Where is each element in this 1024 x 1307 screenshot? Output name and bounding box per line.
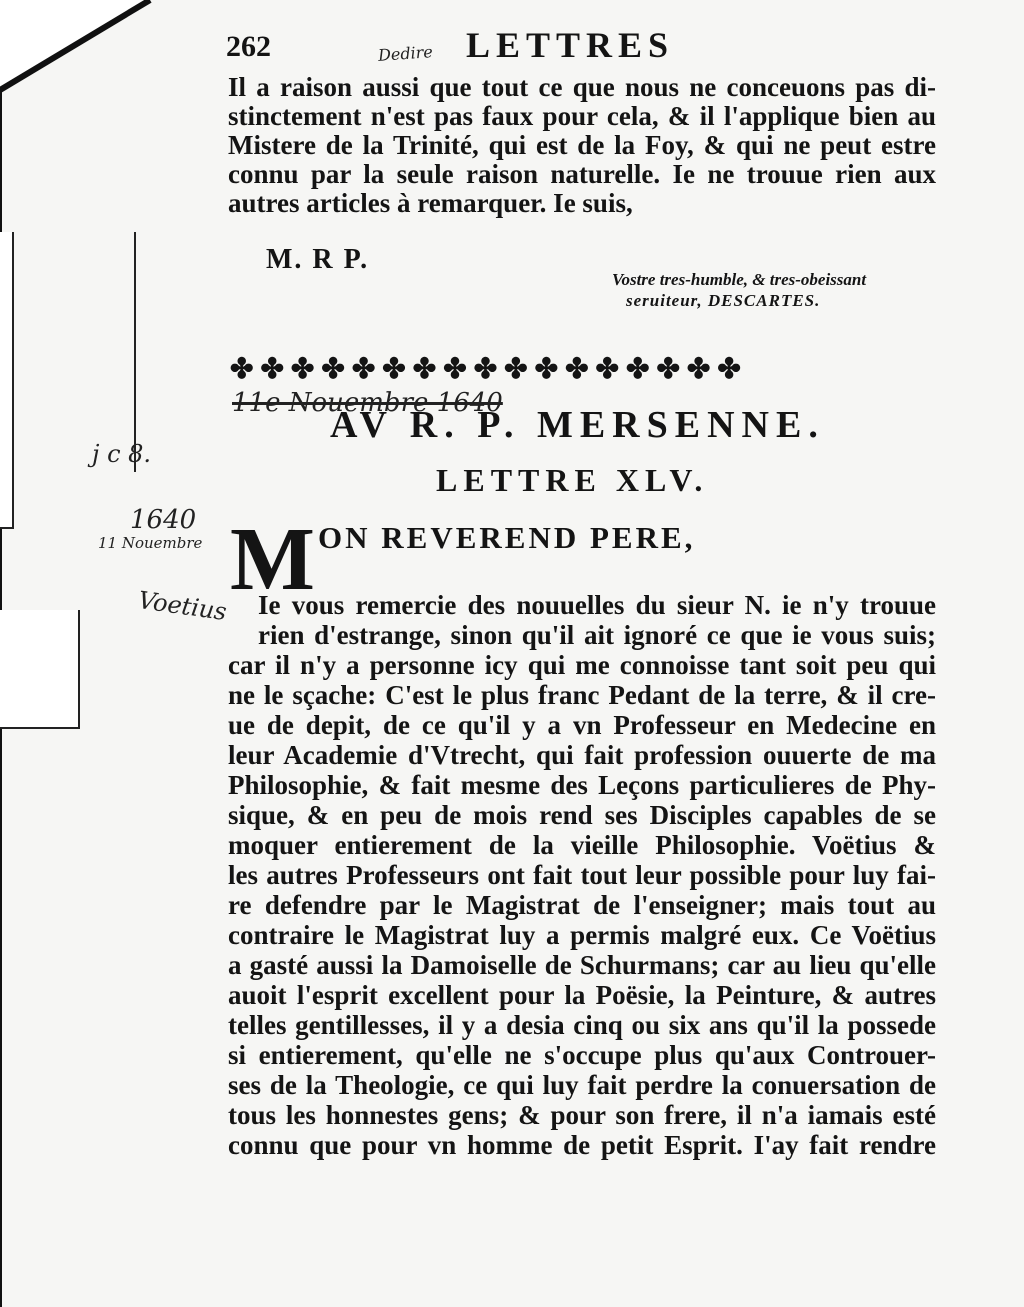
- running-title: LETTRES: [466, 25, 675, 65]
- header-handwritten-note: Dedire: [377, 42, 434, 65]
- text-line: ue de depit, de ce qu'il y a vn Professeur en Medecine en: [228, 710, 936, 740]
- text-line: sique, & en peu de mois rend ses Disciples capables de se: [228, 800, 936, 830]
- text-line: Il a raison aussi que tout ce que nous ne conceuons pas di-: [228, 72, 936, 102]
- text-line: Philosophie, & fait mesme des Leçons particulieres de Phy-: [228, 770, 936, 800]
- text-line: moquer entierement de la vieille Philosophie. Voëtius &: [228, 830, 936, 860]
- text-line: si entierement, qu'elle ne s'occupe plus qu'aux Controuer-: [228, 1040, 936, 1070]
- text-line: auoit l'esprit excellent pour la Poësie, la Peinture, & autres: [228, 980, 936, 1010]
- text-line: connu que pour vn homme de petit Esprit. I'ay fait rendre: [228, 1130, 936, 1160]
- text-line: stinctement n'est pas faux pour cela, & il l'applique bien au: [228, 101, 936, 131]
- letter-addressee: AV R. P. MERSENNE.: [330, 404, 825, 446]
- margin-note-year: 1640: [130, 505, 197, 535]
- margin-vertical-rule: [134, 232, 136, 472]
- closing-address: M. R P.: [266, 244, 370, 275]
- text-line: autres articles à remarquer. Ie suis,: [228, 188, 633, 218]
- text-line: tous les honnestes gens; & pour son frere, il n'a iamais esté: [228, 1100, 936, 1130]
- signature-line: Vostre tres-humble, & tres-obeissant: [612, 270, 867, 289]
- text-line: ses de la Theologie, ce qui luy fait perdre la conuersation de: [228, 1070, 936, 1100]
- text-line: connu par la seule raison naturelle. Ie ne trouue rien aux: [228, 159, 936, 189]
- margin-note: j c 8.: [92, 440, 152, 468]
- signature-line: seruiteur, DESCARTES.: [626, 291, 821, 310]
- text-line: Ie vous remercie des nouuelles du sieur N. ie n'y trouue: [258, 590, 936, 620]
- margin-slip-top: [0, 232, 14, 529]
- text-line: rien d'estrange, sinon qu'il ait ignoré ce que ie vous suis;: [258, 620, 936, 650]
- text-line: a gasté aussi la Damoiselle de Schurmans; car au lieu qu'elle: [228, 950, 936, 980]
- text-line: les autres Professeurs ont fait tout leur possible pour luy fai-: [228, 860, 936, 890]
- text-line: re defendre par le Magistrat de l'enseigner; mais tout au: [228, 890, 936, 920]
- margin-note-date: 11 Nouembre: [98, 534, 203, 552]
- ornament-band: ✤ ✤ ✤ ✤ ✤ ✤ ✤ ✤ ✤ ✤ ✤ ✤ ✤ ✤ ✤ ✤ ✤: [230, 354, 741, 385]
- salutation: ON REVEREND PERE,: [318, 520, 696, 555]
- text-line: car il n'y a personne icy qui me connoisse tant soit peu qui: [228, 650, 936, 680]
- text-line: telles gentillesses, il y a desia cinq ou six ans qu'il la possede: [228, 1010, 936, 1040]
- text-line: contraire le Magistrat luy a permis malgré eux. Ce Voëtius: [228, 920, 936, 950]
- text-line: leur Academie d'Vtrecht, qui fait profession ouuerte de ma: [228, 740, 936, 770]
- text-line: Mistere de la Trinité, qui est de la Foy, & qui ne peut estre: [228, 130, 936, 160]
- letter-number: LETTRE XLV.: [436, 462, 709, 498]
- margin-note-name: Voetius: [136, 585, 229, 627]
- text-line: ne le sçache: C'est le plus franc Pedant de la terre, & il cre-: [228, 680, 936, 710]
- page-number: 262: [226, 30, 271, 63]
- struck-annotation: 11e Nouembre 1640: [232, 388, 503, 418]
- drop-cap: M: [230, 510, 315, 609]
- margin-slip-bottom: [0, 610, 80, 729]
